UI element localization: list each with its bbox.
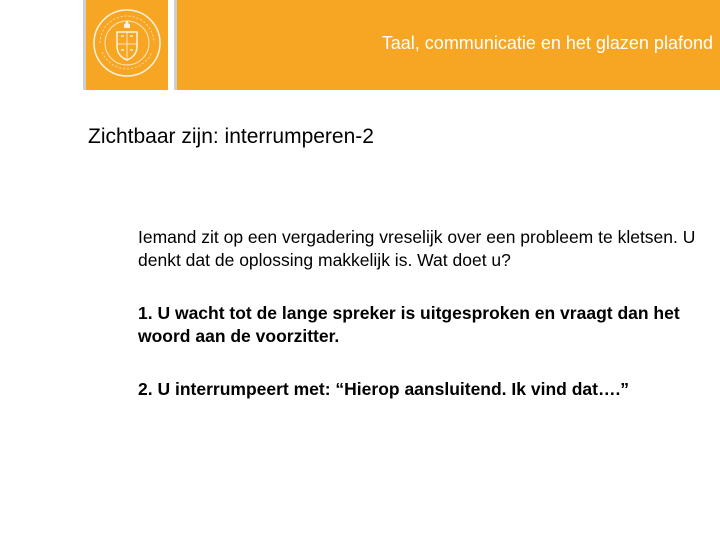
slide-heading: Zichtbaar zijn: interrumperen-2 xyxy=(88,125,374,148)
intro-paragraph: Iemand zit op een vergadering vreselijk over een probleem te kletsen. U denkt dat de oplossing makkelijk is. Wat doet u? xyxy=(138,227,696,270)
university-logo xyxy=(86,0,168,90)
header-title: Taal, communicatie en het glazen plafond xyxy=(381,33,713,53)
university-seal-icon xyxy=(90,6,164,80)
header-bar xyxy=(177,0,720,90)
option-1-paragraph: 1. U wacht tot de lange spreker is uitgesproken en vraagt dan het woord aan de voorzitter. xyxy=(138,303,680,346)
option-2-paragraph: 2. U interrumpeert met: “Hierop aansluitend. Ik vind dat….” xyxy=(138,379,630,399)
